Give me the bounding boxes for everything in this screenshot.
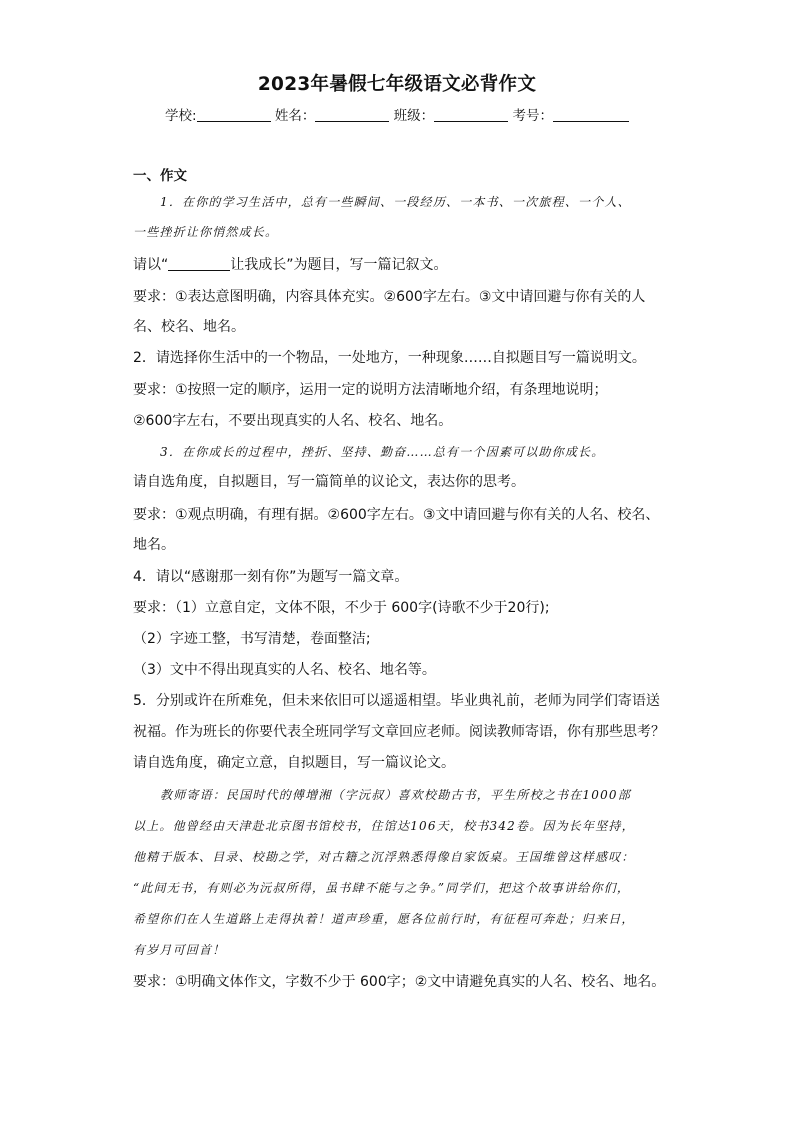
class-blank[interactable] bbox=[434, 107, 508, 122]
q4-requirement: （2）字迹工整，书写清楚，卷面整洁; bbox=[133, 631, 371, 647]
teacher-message-line: 他精于版本、目录、校勘之学，对古籍之沉浮熟悉得像自家饭桌。王国维曾这样感叹： bbox=[133, 850, 635, 864]
q2-prompt: 2．请选择你生活中的一个物品，一处地方，一种现象……自拟题目写一篇说明文。 bbox=[133, 350, 646, 366]
q5-prompt: 5．分别或许在所难免，但未来依旧可以遥遥相望。毕业典礼前，老师为同学们寄语送 bbox=[133, 693, 660, 709]
q4-requirement: （3）文中不得出现真实的人名、校名、地名等。 bbox=[133, 662, 436, 678]
name-blank[interactable] bbox=[315, 107, 389, 122]
q3-prompt: 3．在你成长的过程中，挫折、坚持、勤奋……总有一个因素可以助你成长。 bbox=[160, 445, 605, 459]
q4-requirement: 要求：（1）立意自定，文体不限，不少于 600字(诗歌不少于20行); bbox=[133, 600, 550, 616]
q3-instruction: 请自选角度，自拟题目，写一篇简单的议论文，表达你的思考。 bbox=[133, 474, 525, 490]
q1-instruction-start: 请以“ bbox=[133, 257, 169, 273]
q1-prompt-line: 1．在你的学习生活中，总有一些瞬间、一段经历、一本书、一次旅程、一个人、 bbox=[160, 195, 631, 209]
q1-instruction-end: 让我成长”为题目，写一篇记叙文。 bbox=[230, 257, 448, 273]
section-heading: 一、作文 bbox=[133, 168, 187, 184]
exam-number-label: 考号： bbox=[512, 108, 553, 124]
teacher-message-line: 有岁月可回首！ bbox=[133, 943, 226, 957]
student-info-row bbox=[165, 104, 629, 124]
page-title: 2023年暑假七年级语文必背作文 bbox=[257, 74, 537, 95]
class-label: 班级： bbox=[393, 108, 435, 124]
teacher-message-line: 希望你们在人生道路上走得执着！道声珍重，愿各位前行时，有征程可奔赴；归来日， bbox=[133, 912, 635, 926]
school-label: 学校: bbox=[165, 108, 197, 124]
q3-requirement: 要求：①观点明确，有理有据。②600字左右。③文中请回避与你有关的人名、校名、 bbox=[133, 507, 660, 523]
q5-instruction: 请自选角度，确定立意，自拟题目，写一篇议论文。 bbox=[133, 755, 455, 771]
q1-prompt-line: 一些挫折让你悄然成长。 bbox=[133, 225, 279, 239]
q2-requirement: 要求：①按照一定的顺序，运用一定的说明方法清晰地介绍，有条理地说明； bbox=[133, 382, 608, 398]
q1-instruction bbox=[133, 255, 448, 275]
q2-requirement: ②600字左右，不要出现真实的人名、校名、地名。 bbox=[133, 413, 453, 429]
q5-requirement: 要求：①明确文体作文，字数不少于 600字；②文中请避免真实的人名、校名、地名。 bbox=[133, 974, 666, 990]
exam-number-blank[interactable] bbox=[553, 107, 629, 122]
q3-requirement: 地名。 bbox=[133, 537, 175, 553]
teacher-message-line: 教师寄语：民国时代的傅增湘（字沅叔）喜欢校勘古书，平生所校之书在1000部 bbox=[160, 788, 631, 802]
title-blank bbox=[168, 256, 230, 271]
school-blank[interactable] bbox=[197, 107, 271, 122]
q1-requirement: 要求：①表达意图明确，内容具体充实。②600字左右。③文中请回避与你有关的人 bbox=[133, 289, 646, 305]
teacher-message-line: “此间无书，有则必为沅叔所得，虽书肆不能与之争。”同学们，把这个故事讲给你们， bbox=[133, 881, 631, 895]
teacher-message-line: 以上。他曾经由天津赴北京图书馆校书，住馆达106天，校书342卷。因为长年坚持， bbox=[133, 819, 635, 833]
q1-requirement: 名、校名、地名。 bbox=[133, 319, 245, 335]
name-label: 姓名： bbox=[274, 108, 316, 124]
q5-prompt: 祝福。作为班长的你要代表全班同学写文章回应老师。阅读教师寄语，你有那些思考？ bbox=[133, 724, 665, 740]
q4-prompt: 4．请以“感谢那一刻有你”为题写一篇文章。 bbox=[133, 569, 409, 585]
